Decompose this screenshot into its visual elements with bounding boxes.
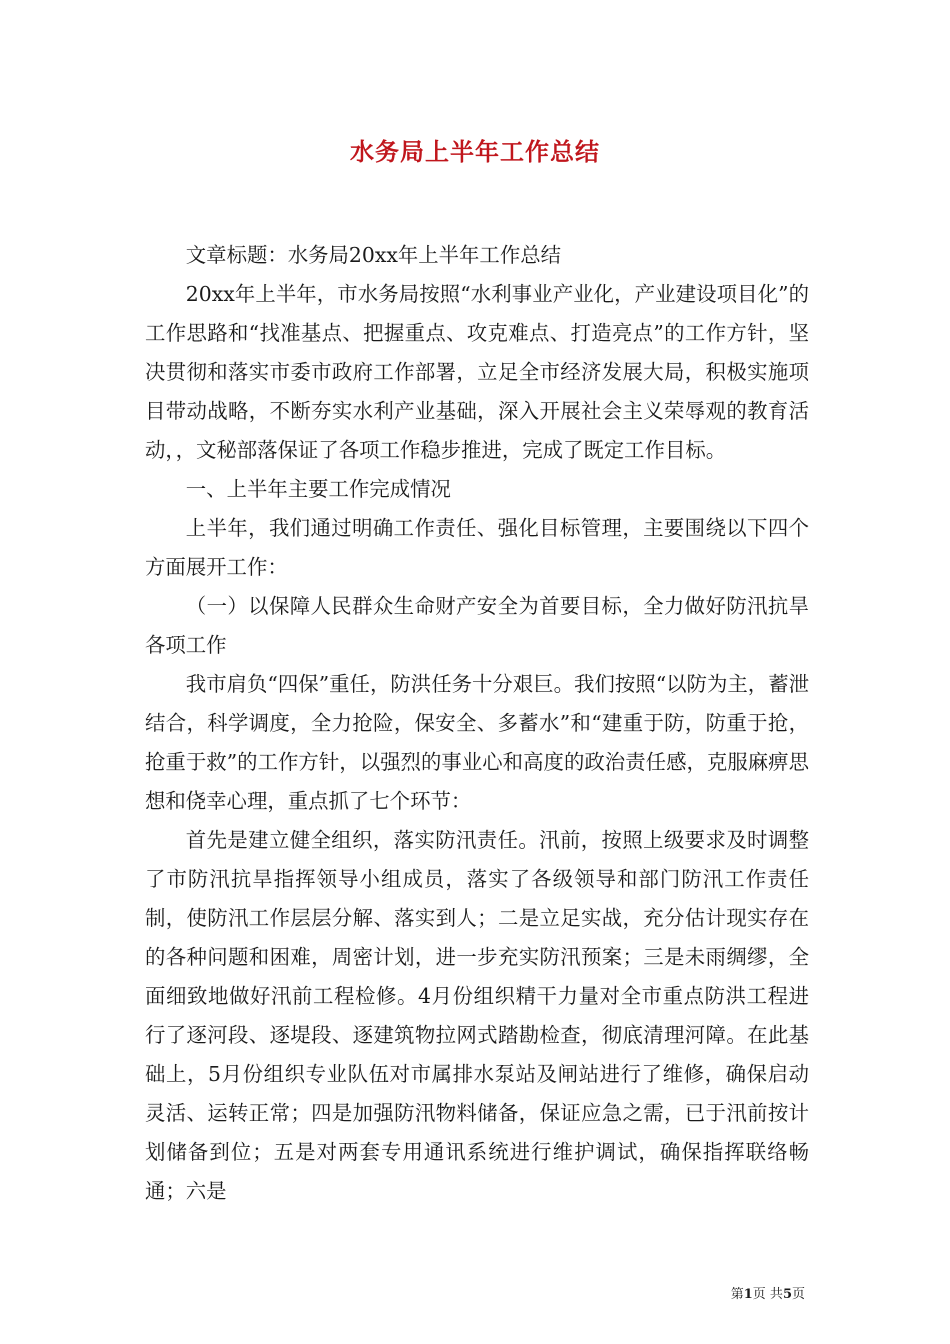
article-title-line: 文章标题：水务局20xx年上半年工作总结 — [185, 243, 561, 267]
footer-total-pages: 5 — [782, 1287, 792, 1302]
paragraph-flood-policy: 我市肩负“四保”重任，防洪任务十分艰巨。我们按照“以防为主，蓄泄结合，科学调度，全力抢险，保安全、多蓄水”和“建重于防，防重于抢，抢重于救”的工作方针，以强烈的事业心和高度的政治责任感，克服麻痹思想和侥幸心理，重点抓了七个环节： — [145, 672, 809, 813]
document-body — [145, 236, 809, 1211]
page-footer — [731, 1283, 805, 1302]
subsection-heading-1: （一）以保障人民群众生命财产安全为首要目标，全力做好防汛抗旱各项工作 — [145, 594, 809, 657]
document-title: 水务局上半年工作总结 — [350, 137, 600, 166]
footer-page-number: 1 — [743, 1287, 753, 1302]
footer-suffix: 页 — [791, 1287, 805, 1302]
paragraph-flood-measures: 首先是建立健全组织，落实防汛责任。汛前，按照上级要求及时调整了市防汛抗旱指挥领导小组成员，落实了各级领导和部门防汛工作责任制，使防汛工作层层分解、落实到人；二是立足实战，充分估计现实存在的各种问题和困难，周密计划，进一步充实防汛预案；三是未雨绸缪，全面细致地做好汛前工程检修。4月份组织精干力量对全市重点防洪工程进行了逐河段、逐堤段、逐建筑物拉网式踏勘检查，彻底清理河障。在此基础上，5月份组织专业队伍对市属排水泵站及闸站进行了维修，确保启动灵活、运转正常；四是加强防汛物料储备，保证应急之需，已于汛前按计划储备到位；五是对两套专用通讯系统进行维护调试，确保指挥联络畅通；六是 — [145, 828, 809, 1203]
paragraph-overview: 上半年，我们通过明确工作责任、强化目标管理，主要围绕以下四个方面展开工作： — [145, 516, 809, 579]
paragraph-intro: 20xx年上半年，市水务局按照“水利事业产业化，产业建设项目化”的工作思路和“找准基点、把握重点、攻克难点、打造亮点”的工作方针，坚决贯彻和落实市委市政府工作部署，立足全市经济发展大局，积极实施项目带动战略，不断夯实水利产业基础，深入开展社会主义荣辱观的教育活动，，文秘部落保证了各项工作稳步推进，完成了既定工作目标。 — [145, 282, 809, 462]
section-heading-1: 一、上半年主要工作完成情况 — [185, 477, 451, 501]
footer-prefix: 第 — [730, 1287, 744, 1302]
footer-middle: 页 共 — [752, 1287, 783, 1302]
